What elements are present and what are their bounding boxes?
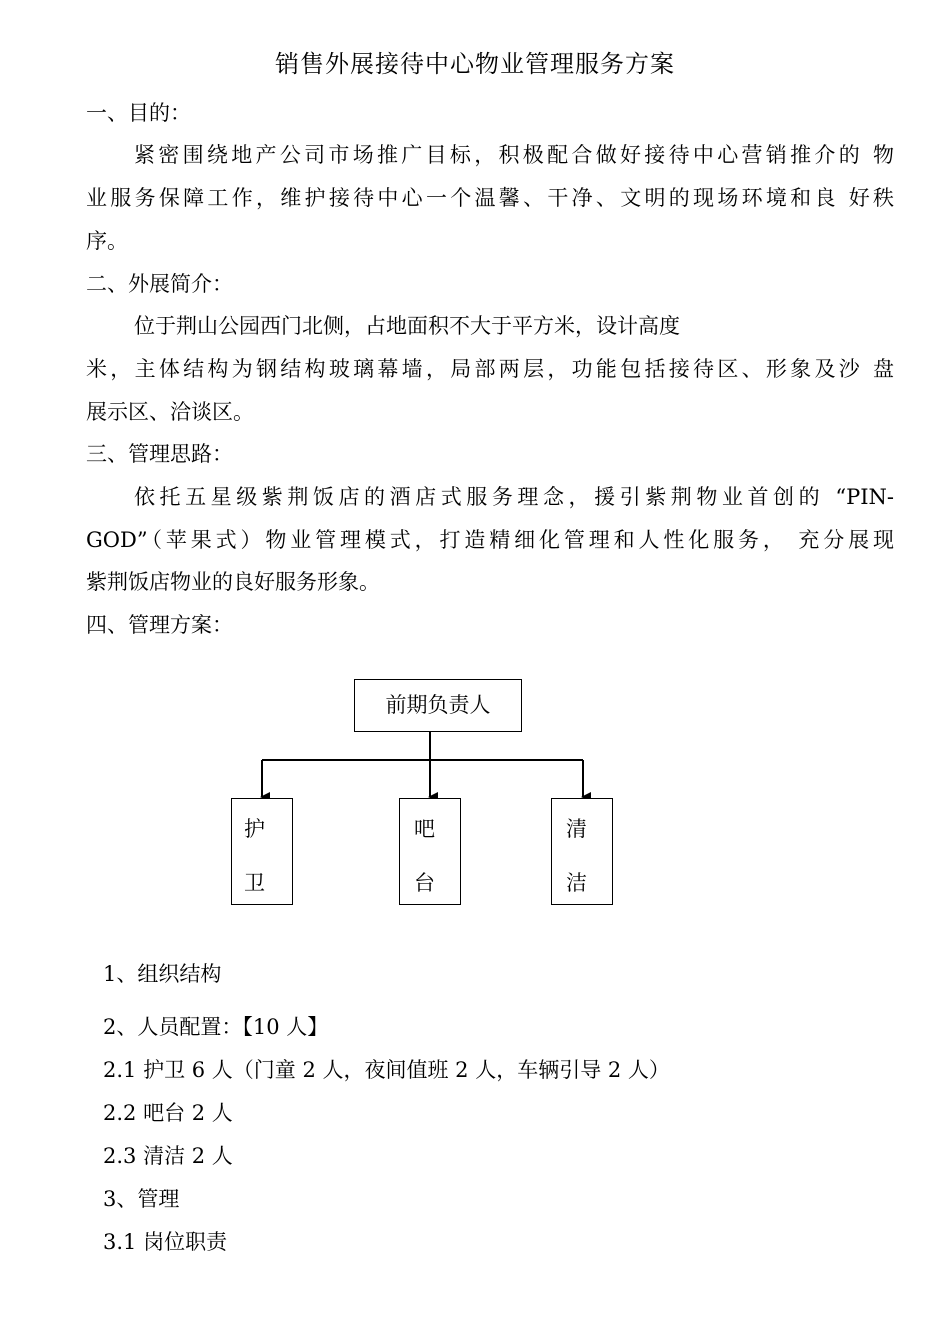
item-job-duties: 3.1 岗位职责	[103, 1230, 228, 1254]
document-title: 销售外展接待中心物业管理服务方案	[275, 50, 675, 78]
item-staffing: 2、人员配置：【10 人】	[103, 1015, 329, 1039]
section-1-heading: 一、目的：	[86, 101, 191, 125]
section-2-paragraph-line-2: 米，主体结构为钢结构玻璃幕墙，局部两层，功能包括接待区、形象及沙 盘	[86, 357, 894, 381]
section-4-heading: 四、管理方案：	[86, 613, 233, 637]
section-3-heading: 三、管理思路：	[86, 442, 233, 466]
org-child-box-guard	[231, 798, 293, 905]
item-org-structure: 1、组织结构	[103, 962, 222, 986]
item-staffing-cleaning: 2.3 清洁 2 人	[103, 1144, 233, 1168]
section-3-paragraph-line-3: 紫荆饭店物业的良好服务形象。	[86, 570, 380, 594]
org-child-bar-char-1: 吧	[414, 817, 435, 841]
section-1-paragraph-line-1: 紧密围绕地产公司市场推广目标，积极配合做好接待中心营销推介的 物	[134, 143, 894, 167]
org-child-box-cleaning	[551, 798, 613, 905]
item-staffing-bar: 2.2 吧台 2 人	[103, 1101, 233, 1125]
org-root-box	[354, 679, 522, 732]
org-child-bar-char-2: 台	[414, 871, 435, 895]
org-child-cleaning-char-2: 洁	[566, 871, 587, 895]
org-child-guard-char-2: 卫	[244, 871, 265, 895]
section-3-paragraph-line-2: GOD”（苹果式）物业管理模式，打造精细化管理和人性化服务， 充分展现	[86, 528, 894, 552]
section-1-paragraph-line-2: 业服务保障工作，维护接待中心一个温馨、干净、文明的现场环境和良 好秩	[86, 186, 894, 210]
section-1-paragraph-line-3: 序。	[86, 229, 128, 253]
section-3-paragraph-line-1: 依托五星级紫荆饭店的酒店式服务理念，援引紫荆物业首创的 “PIN-	[134, 485, 894, 509]
section-2-heading: 二、外展简介：	[86, 272, 233, 296]
section-2-paragraph-line-3: 展示区、洽谈区。	[86, 400, 254, 424]
section-2-paragraph-line-1: 位于荆山公园西门北侧，占地面积不大于平方米，设计高度	[134, 314, 680, 338]
org-child-box-bar	[399, 798, 461, 905]
org-child-guard-char-1: 护	[244, 817, 265, 841]
item-staffing-guard: 2.1 护卫 6 人（门童 2 人，夜间值班 2 人，车辆引导 2 人）	[103, 1058, 670, 1082]
item-management: 3、管理	[103, 1187, 180, 1211]
org-child-cleaning-char-1: 清	[566, 817, 587, 841]
org-root-label: 前期负责人	[385, 693, 491, 717]
